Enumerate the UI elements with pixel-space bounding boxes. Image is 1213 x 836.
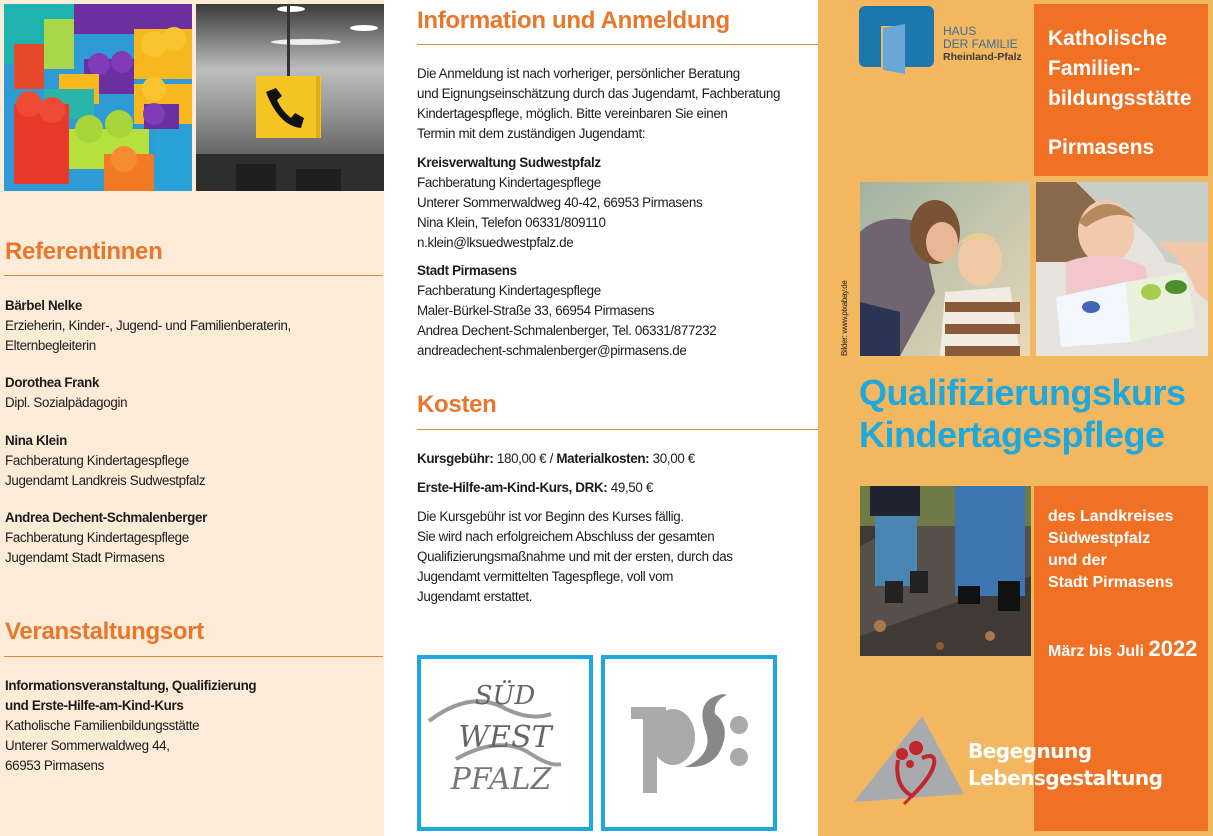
fee-label: Kursgebühr: [417,451,494,466]
ort-bold-line: Informationsveranstaltung, Qualifizierung [5,678,257,693]
intro-line: und Eignungseinschätzung durch das Jugendamt, Fachberatung [417,86,781,101]
org-line: bildungsstätte [1048,87,1192,110]
material-label: Materialkosten: [556,451,650,466]
subtitle-line: Südwestpfalz [1048,530,1151,547]
svg-text:SÜD: SÜD [474,681,536,711]
motto-logo [854,716,964,806]
contact-email-link[interactable]: andreadechent-schmalenberger@pirmasens.de [417,343,687,358]
referentin-role: Erzieherin, Kinder-, Jugend- und Familienberaterin, [5,318,291,333]
referentinnen-heading: Referentinnen [5,238,163,265]
haus-logo-line1: HAUS [943,24,977,38]
contact-phone: Nina Klein, Telefon 06331/809110 [417,215,606,230]
course-title-line1: Qualifizierungskurs [859,372,1186,413]
referentin-role: Fachberatung Kindertagespflege [5,453,189,468]
firstaid-label: Erste-Hilfe-am-Kind-Kurs, DRK: [417,480,608,495]
org-line: Katholische [1048,27,1168,50]
ort-line: Unterer Sommerwaldweg 44, [5,738,170,753]
svg-text:WEST: WEST [458,720,552,755]
mother-child-photo [860,182,1030,356]
info-intro [417,64,780,144]
contact-line: Fachberatung Kindertagespflege [417,283,601,298]
referentin-name: Andrea Dechent-Schmalenberger [5,510,207,525]
date-year: 2022 [1148,636,1198,661]
note-line: Jugendamt vermittelten Tagespflege, voll vom [417,569,674,584]
referentin-name: Bärbel Nelke [5,298,82,313]
telephone-sign-photo [196,4,384,191]
veranstaltungsort-divider [4,656,383,657]
right-panel [818,0,1213,836]
org-city: Pirmasens [1048,136,1155,159]
svg-text:PFALZ: PFALZ [450,762,552,797]
haus-logo-line3: Rheinland-Pfalz [943,51,1022,63]
veranstaltungsort-heading: Veranstaltungsort [5,618,204,645]
contact-org: Kreisverwaltung Sudwestpfalz [417,155,601,170]
contact-org: Stadt Pirmasens [417,263,517,278]
org-block [1034,4,1208,176]
contact-address: Maler-Bürkel-Straße 33, 66954 Pirmasens [417,303,655,318]
note-line: Sie wird nach erfolgreichem Abschluss der gesamten [417,529,715,544]
contact-stadt-pirmasens [417,261,716,361]
fee-value: 180,00 € / [493,451,557,466]
referentin-role: Dipl. Sozialpädagogin [5,395,128,410]
referentin-role: Fachberatung Kindertagespflege [5,530,189,545]
org-line: Familien- [1048,57,1141,80]
kosten-notes [417,507,733,607]
ort-bold-line: und Erste-Hilfe-am-Kind-Kurs [5,698,184,713]
subtitle-line: Stadt Pirmasens [1048,574,1174,591]
referentin-name: Nina Klein [5,433,67,448]
date-range: März bis Juli [1048,643,1149,660]
kosten-fees [417,449,695,469]
ort-line: 66953 Pirmasens [5,758,104,773]
note-line: Jugendamt erstattet. [417,589,533,604]
material-value: 30,00 € [649,451,695,466]
intro-line: Termin mit dem zuständigen Jugendamt: [417,126,646,141]
kosten-firstaid [417,478,653,498]
referentin-4 [5,508,207,568]
course-title [859,372,1186,456]
baby-book-photo [1036,182,1208,356]
referentin-name: Dorothea Frank [5,375,100,390]
walking-photo [860,486,1031,656]
building-blocks-photo [4,4,192,191]
pirmasens-logo [601,655,777,831]
info-heading: Information und Anmeldung [417,7,730,34]
contact-address: Unterer Sommerwaldweg 40-42, 66953 Pirmasens [417,195,703,210]
middle-panel [384,0,818,836]
suedwestpfalz-logo [417,655,593,831]
veranstaltungsort-details [5,676,256,776]
firstaid-line [417,478,653,498]
referentin-role: Jugendamt Stadt Pirmasens [5,550,165,565]
fee-line [417,449,695,469]
ort-line: Katholische Familienbildungsstätte [5,718,200,733]
motto-line1: Begegnung [968,739,1092,763]
course-title-line2: Kindertagespflege [859,414,1165,455]
photo-credit: Bilder: www.pixabay.de [840,280,849,356]
subtitle-line: des Landkreises [1048,508,1174,525]
referentin-role: Elternbegleiterin [5,338,96,353]
intro-line: Kindertagespflege, möglich. Bitte vereinbaren Sie einen [417,106,728,121]
kosten-divider [417,429,818,430]
contact-phone: Andrea Dechent-Schmalenberger, Tel. 06331/877232 [417,323,717,338]
note-line: Qualifizierungsmaßnahme und mit der ersten, durch das [417,549,733,564]
course-dates [1048,636,1197,662]
referentin-1 [5,296,291,356]
referentinnen-divider [4,275,383,276]
contact-line: Fachberatung Kindertagespflege [417,175,601,190]
motto-line2: Lebensgestaltung [968,766,1163,790]
referentin-3 [5,431,205,491]
info-divider [417,44,818,45]
door-icon [859,6,935,76]
subtitle-line: und der [1048,552,1107,569]
intro-line: Die Anmeldung ist nach vorheriger, persönlicher Beratung [417,66,740,81]
heart-family-icon [854,716,964,806]
referentin-role: Jugendamt Landkreis Sudwestpfalz [5,473,206,488]
left-panel [0,0,384,836]
haus-logo-line2: DER FAMILIE [943,37,1018,51]
pirmasens-logo-graphic [605,659,773,827]
haus-der-familie-logo [859,6,1029,76]
motto-text [968,738,1162,792]
contact-kreisverwaltung [417,153,702,253]
kosten-heading: Kosten [417,391,497,418]
note-line: Die Kursgebühr ist vor Beginn des Kurses fällig. [417,509,684,524]
firstaid-value: 49,50 € [607,480,653,495]
suedwestpfalz-logo-graphic [421,659,589,827]
referentin-2 [5,373,127,413]
contact-email-link[interactable]: n.klein@lksuedwestpfalz.de [417,235,574,250]
